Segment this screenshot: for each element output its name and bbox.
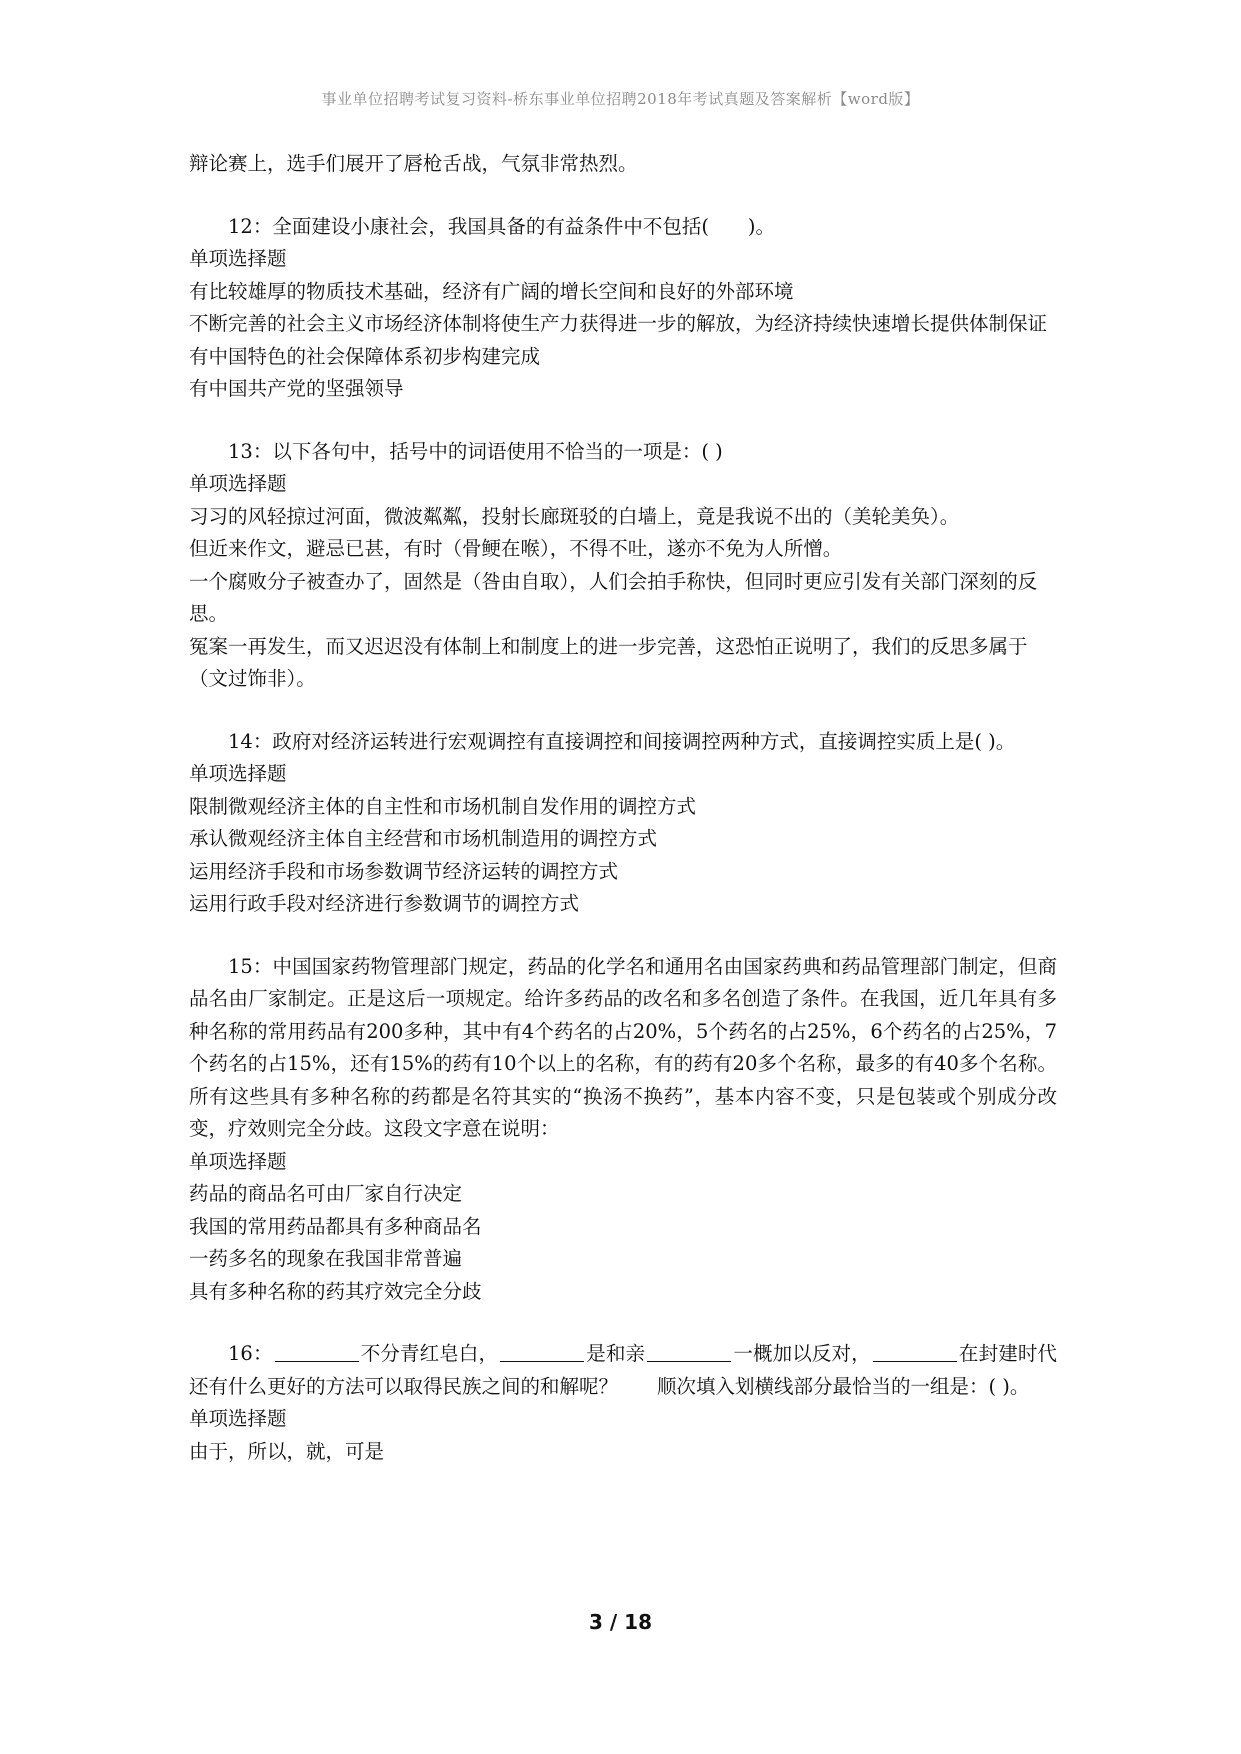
option-d: 冤案一再发生，而又迟迟没有体制上和制度上的进一步完善，这恐怕正说明了，我们的反思多属于（文过饰非）。 xyxy=(189,634,1028,690)
intro-text: 辩论赛上，选手们展开了唇枪舌战，气氛非常热烈。 xyxy=(189,152,638,175)
question-type: 单项选择题 xyxy=(189,472,287,495)
option-d: 具有多种名称的药其疗效完全分歧 xyxy=(189,1279,482,1303)
option-a: 由于，所以，就，可是 xyxy=(189,1439,385,1463)
fill-blank-2 xyxy=(500,1342,584,1363)
option-d: 有中国共产党的坚强领导 xyxy=(189,377,404,400)
question-stem: 14：政府对经济运转进行宏观调控有直接调控和间接调控两种方式，直接调控实质上是( )。 xyxy=(228,729,1016,753)
question-type: 单项选择题 xyxy=(189,247,287,270)
question-type: 单项选择题 xyxy=(189,1149,287,1173)
question-number: 16： xyxy=(228,1342,273,1365)
question-15 xyxy=(189,951,1057,1309)
stem-segment: 不分青红皂白， xyxy=(360,1342,499,1365)
option-c: 一个腐败分子被查办了，固然是（咎由自取），人们会拍手称快，但同时更应引发有关部门深刻的反思。 xyxy=(189,569,1038,625)
question-stem: 12：全面建设小康社会，我国具备的有益条件中不包括( )。 xyxy=(228,214,776,238)
option-c: 有中国特色的社会保障体系初步构建完成 xyxy=(189,344,541,368)
question-16 xyxy=(189,1338,1057,1468)
running-header: 事业单位招聘考试复习资料-桥东事业单位招聘2018年考试真题及答案解析【word版】 xyxy=(321,90,920,108)
stem-segment: 是和亲 xyxy=(586,1342,646,1365)
page-body xyxy=(189,148,1057,1468)
option-b: 不断完善的社会主义市场经济体制将使生产力获得进一步的解放，为经济持续快速增长提供体制保证 xyxy=(189,312,1048,335)
option-d: 运用行政手段对经济进行参数调节的调控方式 xyxy=(189,892,580,915)
question-stem: 15：中国国家药物管理部门规定，药品的化学名和通用名由国家药典和药品管理部门制定，但商品名由厂家制定。正是这后一项规定。给许多药品的改名和多名创造了条件。在我国，近几年具有多种名称的常用药品有200多种，其中有4个药名的占20%，5个药名的占25%，6个药名的占25%，7个药名的占15%，还有15%的药有10个以上的名称，有的药有20多个名称，最多的有40多个名称。所有这些具有多种名称的药都是名符其实的“换汤不换药”，基本内容不变，只是包装或个别成分改变，疗效则完全分歧。这段文字意在说明： xyxy=(189,954,1057,1140)
option-b: 承认微观经济主体自主经营和市场机制造用的调控方式 xyxy=(189,827,658,850)
question-type: 单项选择题 xyxy=(189,1407,287,1430)
question-stem: 13：以下各句中，括号中的词语使用不恰当的一项是：( ) xyxy=(228,439,723,463)
option-a: 限制微观经济主体的自主性和市场机制自发作用的调控方式 xyxy=(189,794,697,818)
question-13 xyxy=(189,436,1057,696)
option-b: 我国的常用药品都具有多种商品名 xyxy=(189,1214,482,1238)
fill-blank-3 xyxy=(647,1342,731,1363)
option-a: 习习的风轻掠过河面，微波粼粼，投射长廊斑驳的白墙上，竟是我说不出的（美轮美奂）。 xyxy=(189,504,960,528)
option-b: 但近来作文，避忌已甚，有时（骨鲠在喉），不得不吐，遂亦不免为人所憎。 xyxy=(189,537,843,560)
question-stem xyxy=(189,1338,1057,1403)
page-number: 3 / 18 xyxy=(589,1610,652,1634)
question-type: 单项选择题 xyxy=(189,762,287,785)
fill-blank-1 xyxy=(275,1342,359,1363)
fill-blank-4 xyxy=(873,1342,957,1363)
question-14 xyxy=(189,726,1057,921)
option-c: 一药多名的现象在我国非常普遍 xyxy=(189,1247,463,1270)
question-12 xyxy=(189,211,1057,406)
option-c: 运用经济手段和市场参数调节经济运转的调控方式 xyxy=(189,859,619,883)
option-a: 有比较雄厚的物质技术基础，经济有广阔的增长空间和良好的外部环境 xyxy=(189,279,794,303)
stem-segment: 在封建时代还有什么更好的方法可以取得民族之间的和解呢？ 顺次填入划横线部分最恰当的一组是：( )。 xyxy=(189,1342,1057,1398)
stem-segment: 一概加以反对， xyxy=(733,1342,871,1365)
option-a: 药品的商品名可由厂家自行决定 xyxy=(189,1182,463,1205)
